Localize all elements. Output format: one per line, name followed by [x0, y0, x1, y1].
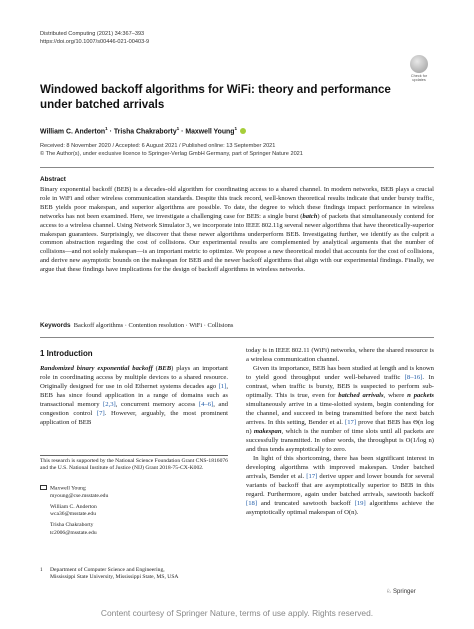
article-title: Windowed backoff algorithms for WiFi: theory and performance under batched arrivals — [40, 83, 391, 111]
contact-list: Maxwell Young myoung@cse.msstate.edu William C. Anderton wca36@msstate.edu Trisha Chakraborty tc2006@msstate.edu — [40, 485, 228, 537]
intro-column-right: today is in IEEE 802.11 (WiFi) networks, where the shared resource is a wireless communication channel. Given its importance, BEB has been studied at length and is known to yield good throughput under well-behaved traffic [8–16]. In contrast, when traffic is bursty, BEB is suspected to perform sub-optimally. This is true, even for batched arrivals, where n packets simultaneously arrive in a time-slotted system, begin contending for the channel, and succeed in being transmitted before the next batch arrives. In this setting, Bender et al. [17] prove that BEB has Θ(n log n) makespan, which is the number of time slots until all packets are successfully transmitted. In other words, the throughput is O(1/log n) and thus tends asymptotically to zero. In light of this shortcoming, there has been significant interest in developing algorithms with improved makespan. Under batched arrivals, Bender et al. [17] derive upper and lower bounds for several variants of backoff that are asymptotically superior to BEB in this regard. Furthermore, again under batched arrivals, sawtooth backoff [18] and truncated sawtooth backoff [19] algorithms achieve the asymptotically optimal makespan of O(n). — [246, 347, 435, 516]
affiliation-number: 1 — [40, 567, 43, 573]
citation-link[interactable]: [19] — [354, 500, 366, 507]
footnote-divider — [40, 455, 228, 456]
contact-email[interactable]: tc2006@msstate.edu — [50, 529, 97, 536]
doi-link[interactable]: https://doi.org/10.1007/s00446-021-00403-9 — [40, 39, 150, 45]
citation-link[interactable]: [1] — [218, 383, 227, 390]
abstract-heading: Abstract — [40, 176, 66, 183]
citation-link[interactable]: [17] — [344, 419, 357, 426]
publication-dates: Received: 8 November 2020 / Accepted: 6 August 2021 / Published online: 13 September 2021 © The Author(s), under exclusive licence to Springer-Verlag GmbH Germany, part of Springer Nature 2021 — [40, 143, 303, 157]
divider — [40, 337, 434, 338]
badge-label: Check for updates — [410, 74, 428, 83]
citation-link[interactable]: [4–6] — [198, 401, 214, 408]
citation-link[interactable]: [18] — [246, 500, 258, 507]
intro-column-left: Randomized binary exponential backoff (BEB) plays an important role in coordinating access by multiple devices to a shared resource. Originally designed for use in old Ethernet systems decades ago [1], BEB has since found application in a range of domains such as transactional memory [2,3], concurrent memory access [4–6], and congestion control [7]. However, arguably, the most prominent application of BEB — [40, 365, 229, 426]
divider — [40, 167, 434, 168]
orcid-icon[interactable] — [240, 128, 247, 135]
abstract-text: Binary exponential backoff (BEB) is a decades-old algorithm for coordinating access to a shared channel. In modern networks, BEB plays a crucial role in WiFi and other wireless communication standards. Despite this track record, well-known theoretical results indicate that under bursty traffic, BEB yields poor makespan, and superior algorithms are possible. To date, the degree to which these findings impact performance in wireless networks has not been examined. Here, we investigate a challenging case for BEB: a single burst (batch) of packets that simultaneously contend for access to a wireless channel. Using Network Simulator 3, we incorporate into IEEE 802.11g several newer algorithms that have theoretically-superior makespan guarantees. Surprisingly, we discover that these newer algorithms underperform BEB. Investigating further, we identify as the culprit a common abstraction regarding the cost of collisions. Our experimental results are complemented by analytical arguments that the number of collisions—and not solely makespan—is an important metric to optimize. We propose a new theoretical model that accounts for the cost of collisions, and derive new asymptotic bounds on the makespan for BEB and the newer backoff algorithms that align with our experimental findings. Finally, we argue that these findings have implications for the design of backoff algorithms in wireless networks. — [40, 186, 435, 274]
citation-link[interactable]: [17] — [306, 473, 318, 480]
courtesy-notice: Content courtesy of Springer Nature, terms of use apply. Rights reserved. — [100, 608, 374, 618]
springer-logo: ♘ Springer — [386, 589, 416, 595]
funding-note: This research is supported by the National Science Foundation Grant CNS-1816076 and the U.S. National Institute of Justice (NIJ) Grant 2018-75-CX-K002. — [40, 458, 228, 472]
section-heading: 1 Introduction — [40, 349, 93, 358]
contact-email[interactable]: myoung@cse.msstate.edu — [50, 492, 109, 499]
keywords: Keywords Backoff algorithms · Contention resolution · WiFi · Collisions — [40, 322, 234, 329]
contact-email[interactable]: wca36@msstate.edu — [50, 511, 97, 518]
running-header — [40, 30, 149, 46]
check-for-updates-badge[interactable] — [408, 55, 430, 83]
citation-link[interactable]: [2,3] — [103, 401, 116, 408]
author-name[interactable]: Trisha Chakraborty — [113, 128, 177, 136]
citation-link[interactable]: [8–16] — [404, 374, 423, 381]
author-name[interactable]: William C. Anderton — [40, 128, 106, 136]
check-for-updates-icon — [410, 55, 428, 73]
contact-entry: Maxwell Young — [40, 485, 228, 493]
citation-link[interactable]: [7] — [96, 410, 105, 417]
affiliation: Department of Computer Science and Engineering, Mississippi State University, Mississippi State, MS, USA — [50, 567, 179, 581]
journal-citation: Distributed Computing (2021) 34:367–393 — [40, 31, 145, 37]
author-list: William C. Anderton$^1$ · Trisha Chakraborty$^1$ · Maxwell Young$^1$ — [40, 124, 246, 136]
author-name[interactable]: Maxwell Young — [185, 128, 235, 136]
email-icon[interactable] — [40, 485, 47, 490]
